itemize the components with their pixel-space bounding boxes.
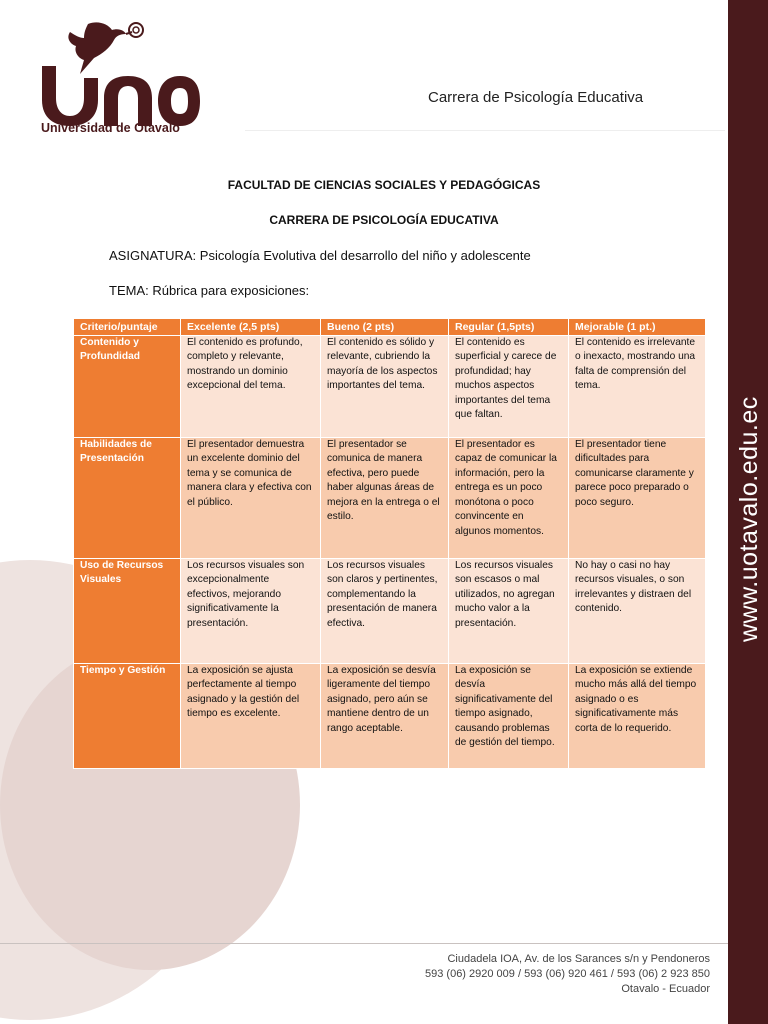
table-row <box>74 336 706 438</box>
faculty-title: FACULTAD DE CIENCIAS SOCIALES Y PEDAGÓGICAS <box>227 178 541 192</box>
header-improvable: Mejorable (1 pt.) <box>569 319 706 336</box>
improvable-cell: El contenido es irrelevante o inexacto, mostrando una falta de comprensión del tema. <box>569 336 706 438</box>
improvable-cell: La exposición se extiende mucho más allá del tiempo asignado o es significativamente más corta de lo requerido. <box>569 664 706 769</box>
regular-cell: El contenido es superficial y carece de profundidad; hay muchos aspectos importantes del tema que faltan. <box>449 336 569 438</box>
good-cell: El presentador se comunica de manera efectiva, pero puede haber algunas áreas de mejora en la entrega o el estilo. <box>321 438 449 559</box>
table-row <box>74 438 706 559</box>
regular-cell: Los recursos visuales son escasos o mal utilizados, no agregan mucho valor a la presentación. <box>449 559 569 664</box>
good-cell: La exposición se desvía ligeramente del tiempo asignado, pero aún se mantiene dentro de un rango aceptable. <box>321 664 449 769</box>
website-text: www.uotavalo.edu.ec <box>735 396 763 642</box>
topic-line: TEMA: Rúbrica para exposiciones: <box>109 283 310 298</box>
university-logo <box>40 18 200 138</box>
header-divider <box>245 130 725 131</box>
good-cell: El contenido es sólido y relevante, cubriendo la mayoría de los aspectos importantes del tema. <box>321 336 449 438</box>
criterion-cell: Habilidades de Presentación <box>74 438 181 559</box>
career-title: CARRERA DE PSICOLOGÍA EDUCATIVA <box>269 213 499 227</box>
footer-address: Ciudadela IOA, Av. de los Sarances s/n y Pendoneros <box>447 953 710 965</box>
footer-divider <box>0 943 728 944</box>
criterion-cell: Uso de Recursos Visuales <box>74 559 181 664</box>
criterion-cell: Tiempo y Gestión <box>74 664 181 769</box>
header-good: Bueno (2 pts) <box>321 319 449 336</box>
footer <box>425 952 710 997</box>
header-excellent: Excelente (2,5 pts) <box>181 319 321 336</box>
rubric-header-row <box>74 319 706 336</box>
criterion-cell: Contenido y Profundidad <box>74 336 181 438</box>
university-name: Universidad de Otavalo <box>41 121 180 135</box>
header-criterion: Criterio/puntaje <box>74 319 181 336</box>
table-row <box>74 559 706 664</box>
excellent-cell: Los recursos visuales son excepcionalmente efectivos, mejorando significativamente la presentación. <box>181 559 321 664</box>
footer-location: Otavalo - Ecuador <box>621 982 710 995</box>
improvable-cell: No hay o casi no hay recursos visuales, o son irrelevantes y distraen del contenido. <box>569 559 706 664</box>
excellent-cell: El presentador demuestra un excelente dominio del tema y se comunica de manera clara y efectiva con el público. <box>181 438 321 559</box>
program-header: Carrera de Psicología Educativa <box>428 89 644 106</box>
footer-phones: 593 (06) 2920 009 / 593 (06) 920 461 / 593 (06) 2 923 850 <box>425 967 710 980</box>
table-row <box>74 664 706 769</box>
subject-line: ASIGNATURA: Psicología Evolutiva del desarrollo del niño y adolescente <box>109 248 531 263</box>
excellent-cell: El contenido es profundo, completo y relevante, mostrando un dominio excepcional del tema. <box>181 336 321 438</box>
rubric-table <box>73 318 706 769</box>
regular-cell: La exposición se desvía significativamente del tiempo asignado, causando problemas de gestión del tiempo. <box>449 664 569 769</box>
excellent-cell: La exposición se ajusta perfectamente al tiempo asignado y la gestión del tiempo es excelente. <box>181 664 321 769</box>
regular-cell: El presentador es capaz de comunicar la información, pero la entrega es un poco monótona o poco convincente en algunos momentos. <box>449 438 569 559</box>
good-cell: Los recursos visuales son claros y pertinentes, complementando la presentación de manera efectiva. <box>321 559 449 664</box>
improvable-cell: El presentador tiene dificultades para comunicarse claramente y parece poco preparado o poco seguro. <box>569 438 706 559</box>
header-regular: Regular (1,5pts) <box>449 319 569 336</box>
